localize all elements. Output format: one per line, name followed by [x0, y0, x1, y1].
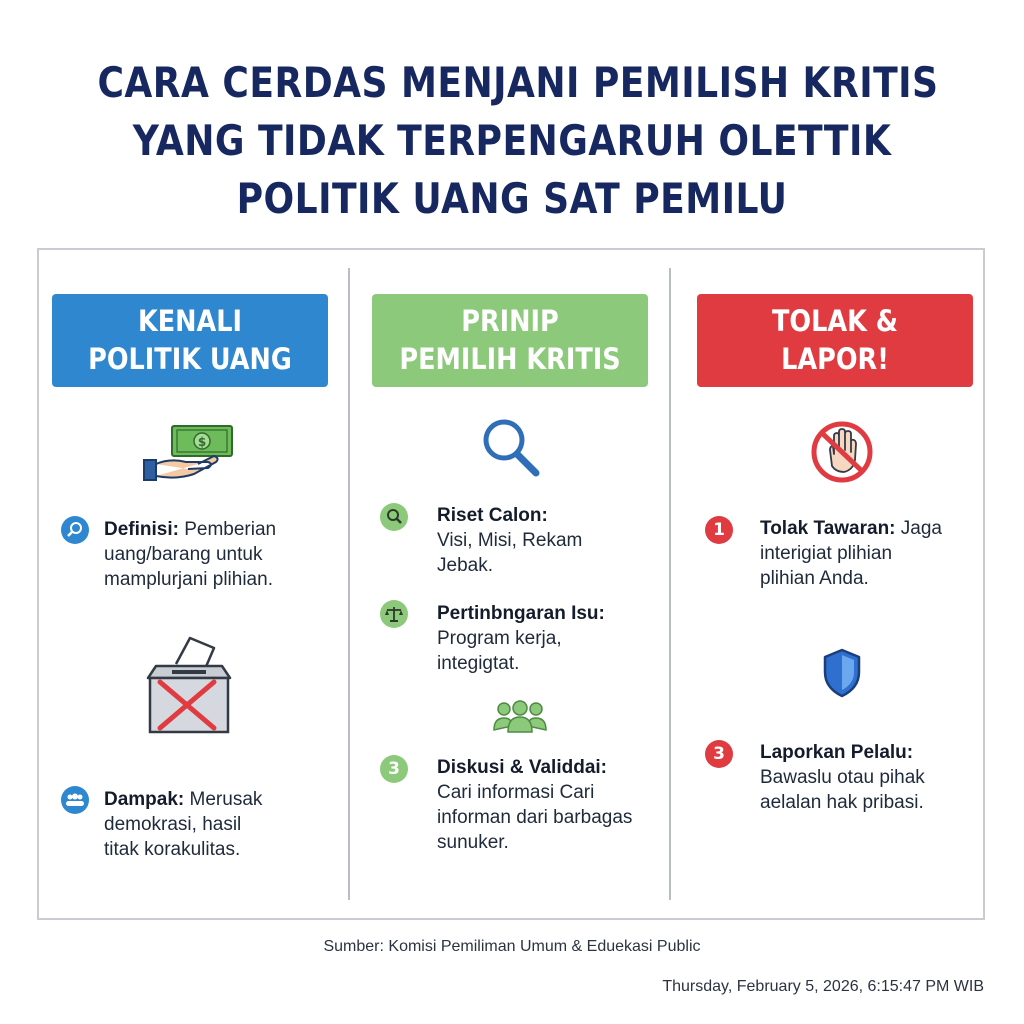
money-hand-icon: [142, 424, 236, 482]
source-credit: Sumber: Komisi Pemiliman Umum & Eduekasi Public: [323, 938, 701, 955]
number-1-badge: 1: [705, 516, 733, 544]
ballot-box-crossed-icon: [146, 636, 232, 736]
page-title: [30, 54, 994, 228]
item-diskusi-validasi: Diskusi & Validdai: Cari informasi Cari informan dari barbagas sunuker.: [437, 757, 633, 853]
title-line-1: CARA CERDAS MENJANI PEMILISH KRITIS: [97, 58, 939, 107]
item-dampak: Dampak: Merusak demokrasi, hasil titak korakulitas.: [104, 789, 263, 860]
item-definisi: Definisi: Pemberian uang/barang untuk mamplurjani plihian.: [104, 519, 277, 590]
item-riset-calon: Riset Calon: Visi, Misi, Rekam Jebak.: [437, 505, 583, 576]
svg-text:$: $: [197, 435, 207, 449]
number-3-badge: 3: [705, 740, 733, 768]
title-line-2: YANG TIDAK TERPENGARUH OLETTIK: [132, 116, 892, 165]
item-pertimbangan-isu: Pertinbngaran Isu: Program kerja, integigtat.: [437, 603, 605, 674]
search-icon: [380, 503, 408, 531]
shield-icon: [822, 648, 862, 698]
item-tolak-tawaran: Tolak Tawaran: Jaga interigiat plihian plihian Anda.: [760, 518, 942, 589]
magnifier-icon: [480, 418, 542, 478]
header-tolak-lapor: TOLAK & LAPOR!: [697, 294, 973, 387]
people-icon: [61, 786, 89, 814]
no-hand-icon: [810, 420, 874, 484]
column-divider-2: [669, 268, 671, 900]
scale-icon: [380, 600, 408, 628]
timestamp: Thursday, February 5, 2026, 6:15:47 PM WIB: [662, 978, 984, 995]
search-icon: [61, 516, 89, 544]
group-icon: [492, 700, 548, 734]
number-3-badge: 3: [380, 755, 408, 783]
item-laporkan-pelaku: Laporkan Pelalu: Bawaslu otau pihak aelalan hak pribasi.: [760, 742, 925, 813]
header-kenali-politik-uang: KENALI POLITIK UANG: [52, 294, 328, 387]
title-line-3: POLITIK UANG SAT PEMILU: [236, 174, 788, 223]
header-prinsip-pemilih-kritis: PRINIP PEMILIH KRITIS: [372, 294, 648, 387]
column-divider-1: [348, 268, 350, 900]
